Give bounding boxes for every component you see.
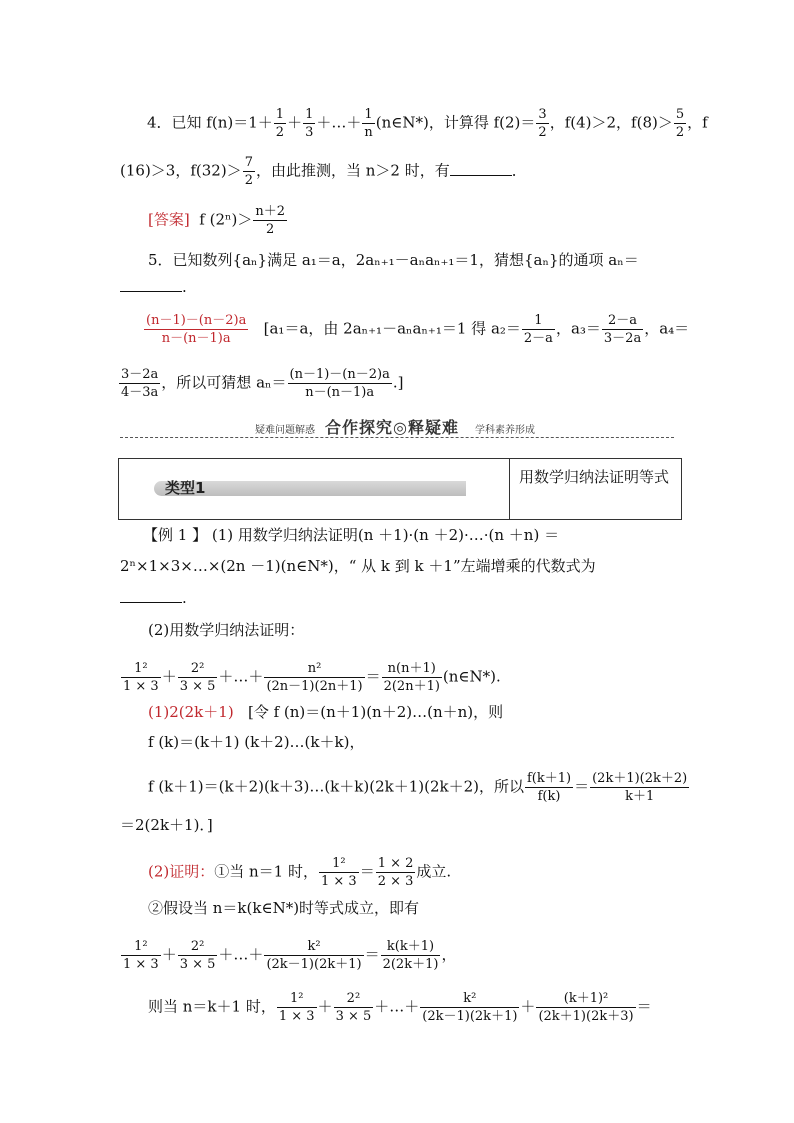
answer-blank [120, 277, 182, 292]
text: 2ⁿ×1×3×…×(2n －1)(n∈N*)，“ 从 k 到 k ＋1”左端增乘的代数式为 [120, 557, 596, 575]
text: f (k＋1)＝(k＋2)(k＋3)…(k＋k)(2k＋1)(2k＋2)，所以 [148, 777, 524, 796]
numerator: k(k＋1) [381, 938, 441, 956]
ex1-last-line [148, 990, 652, 1025]
fraction [376, 855, 416, 890]
text: ＋ [317, 997, 333, 1016]
numerator: (k＋1)² [536, 990, 635, 1008]
q5-blank-line: . [120, 277, 187, 297]
text: ＝2(2k＋1)．] [120, 816, 213, 834]
text: (n∈N*)，计算得 f(2)＝ [375, 113, 536, 132]
denominator: 2(2k＋1) [382, 957, 439, 972]
banner-rule [120, 437, 674, 440]
type-box [118, 458, 682, 520]
denominator: n [364, 125, 373, 140]
fraction [119, 366, 160, 401]
text: [令 f (n)＝(n＋1)(n＋2)…(n＋n)，则 [247, 703, 504, 721]
text: f (2ⁿ)＞ [199, 210, 253, 229]
ex1-sol2: (2)证明：①当 n＝1 时， $\frac{\text{1²}}{1 \times 3}$ ＝ $\frac{1 \times 2}{2 \times 3}$ 成立. [148, 856, 452, 889]
q5-line1 [148, 250, 639, 270]
numerator: 7 [244, 155, 253, 170]
denominator: 2(2n＋1) [383, 679, 440, 694]
fraction [274, 106, 286, 141]
numerator: 2² [178, 660, 218, 678]
fraction [362, 106, 374, 141]
text: ，所以可猜想 aₙ＝ [161, 373, 287, 392]
numerator: n² [264, 660, 364, 678]
numerator: 1² [319, 855, 359, 873]
fraction [590, 770, 689, 805]
fraction [382, 660, 442, 695]
denominator: 2 [275, 125, 285, 140]
type-box-left [119, 459, 510, 519]
text: 4．已知 f(n)＝1＋ [147, 113, 273, 132]
text: ，f(4)＞2，f(8)＞ [549, 113, 673, 132]
numerator: k² [420, 990, 519, 1008]
text: ， [441, 945, 457, 964]
denominator: (2k－1)(2k＋1) [422, 1009, 518, 1024]
text: ＋ [520, 997, 536, 1016]
fraction [303, 106, 315, 141]
fraction [674, 106, 686, 141]
text: ，a₃＝ [555, 319, 601, 338]
fraction [334, 990, 374, 1025]
denominator: 2 [266, 222, 275, 237]
denominator: 3 [305, 125, 314, 140]
numerator: n＋2 [255, 204, 285, 219]
numerator: 2² [334, 990, 374, 1008]
denominator: 1 × 3 [321, 874, 357, 889]
ex1-sol1 [148, 702, 503, 722]
answer-blank [450, 161, 512, 176]
fraction [243, 154, 255, 189]
numerator: (2k＋1)(2k＋2) [592, 771, 688, 786]
numerator: 1 [305, 107, 314, 122]
numerator: 1 [275, 107, 285, 122]
denominator: 3－2a [603, 331, 642, 346]
denominator: 2－a [523, 331, 553, 346]
fraction [522, 312, 555, 347]
text: ＋…＋ [218, 667, 264, 686]
numerator: 3－2a [121, 367, 159, 382]
q5-expl1 [143, 312, 689, 347]
ex1-sol1-b [148, 732, 364, 752]
denominator: 3 × 5 [335, 1009, 372, 1024]
denominator: 3 × 5 [179, 957, 216, 972]
text: ＋…＋ [218, 945, 264, 964]
text: ②假设当 n＝k(k∈N*)时等式成立，即有 [148, 899, 420, 917]
numerator: 1² [121, 938, 161, 956]
numerator: (n－1)－(n－2)a [146, 313, 247, 328]
ex1-hypothesis [120, 938, 456, 973]
text: f (k)＝(k＋1) (k＋2)…(k＋k)， [148, 733, 365, 751]
fraction [121, 660, 161, 695]
ex1-line2 [120, 556, 596, 576]
fraction [264, 938, 363, 973]
ex1-line1 [143, 525, 559, 545]
denominator: 3 × 5 [179, 679, 216, 694]
text: 成立. [416, 862, 452, 881]
text: (2)用数学归纳法证明： [148, 621, 305, 639]
numerator: 3 [538, 107, 547, 122]
text: ＋ [161, 667, 177, 686]
denominator: 4－3a [121, 385, 159, 400]
fraction [536, 106, 548, 141]
numerator: 2－a [602, 312, 643, 330]
denominator: (2n－1)(2n＋1) [266, 679, 363, 694]
fraction [264, 660, 364, 695]
denominator: n－(n－1)a [305, 385, 375, 400]
fraction [253, 203, 287, 238]
answer-tag: [答案] [148, 210, 190, 229]
banner-left-text: 疑难问题解惑 [255, 425, 315, 436]
banner-right-text: 学科素养形成 [475, 425, 535, 436]
denominator: n－(n－1)a [161, 331, 231, 346]
numerator: (n－1)－(n－2)a [289, 367, 390, 382]
numerator: k² [264, 938, 363, 956]
numerator: 1² [121, 660, 161, 678]
text: ． [511, 161, 527, 180]
denominator: 1 × 3 [123, 957, 159, 972]
denominator: 1 × 3 [278, 1009, 315, 1024]
fraction [178, 938, 218, 973]
q4-line1 [147, 106, 708, 141]
text: ＝ [636, 997, 652, 1016]
text: ＝ [364, 945, 380, 964]
text: 则当 n＝k＋1 时， [148, 997, 276, 1016]
text: ＋ [287, 113, 303, 132]
text: ＋…＋ [316, 113, 362, 132]
fraction [277, 990, 317, 1025]
q4-answer [148, 203, 288, 238]
ex1-sol2-c [148, 898, 419, 918]
type-title: 用数学归纳法证明等式 [519, 468, 670, 486]
denominator: (2k－1)(2k＋1) [266, 957, 362, 972]
answer-blank [120, 588, 182, 603]
fraction [121, 938, 161, 973]
numerator: 5 [675, 107, 685, 122]
q5-expl2 [118, 366, 403, 401]
numerator: 2² [178, 938, 218, 956]
denominator: 2 [244, 173, 253, 188]
ex1-part2 [148, 620, 304, 640]
numerator: 1² [277, 990, 317, 1008]
numerator: 1 × 2 [377, 856, 414, 871]
ex1-sol1-c: f (k＋1)＝(k＋2)(k＋3)…(k＋k)(2k＋1)(2k＋2)，所以 $\frac{f(k+1)}{f(k)}$ ＝ $\frac{(2k+1)(2k+2)}{k+1}$ [148, 771, 688, 804]
text: ＋…＋ [374, 997, 420, 1016]
text: (16)＞3，f(32)＞ [120, 161, 242, 180]
text: ①当 n＝1 时， [214, 862, 318, 881]
type-tag: 类型1 [165, 479, 206, 497]
numerator: 1 [522, 312, 555, 330]
banner-title: 合作探究◎释疑难 [325, 418, 459, 437]
answer-text: (1)2(2k＋1) [148, 703, 234, 721]
denominator: (2k＋1)(2k＋3) [538, 1009, 634, 1024]
fraction [525, 770, 573, 805]
q4-line2 [120, 154, 527, 189]
text: (n∈N*). [442, 667, 501, 686]
text: ，a₄＝ [644, 319, 690, 338]
denominator: k＋1 [625, 789, 655, 804]
answer-fraction [144, 312, 248, 347]
section-banner [120, 413, 674, 439]
text: 【例 1 】 (1) 用数学归纳法证明(n ＋1)·(n ＋2)·…·(n ＋n) ＝ [143, 526, 560, 544]
numerator: f(k＋1) [526, 771, 572, 786]
denominator: 2 [538, 125, 547, 140]
text: . [182, 589, 187, 607]
fraction [178, 660, 218, 695]
fraction [602, 312, 643, 347]
ex1-sol1-d [120, 815, 213, 835]
denominator: f(k) [537, 789, 561, 804]
text: .] [392, 373, 404, 392]
fraction [288, 366, 392, 401]
denominator: 2 × 3 [377, 874, 414, 889]
text: ＋ [161, 945, 177, 964]
text: ，由此推测，当 n＞2 时，有 [255, 161, 450, 180]
text: ＝ [365, 667, 381, 686]
ex1-equation [120, 660, 501, 695]
text: 5．已知数列{aₙ}满足 a₁＝a，2aₙ₊₁－aₙaₙ₊₁＝1，猜想{aₙ}的通项 aₙ＝ [148, 251, 639, 269]
denominator: 1 × 3 [123, 679, 159, 694]
fraction [536, 990, 635, 1025]
text: ，f [687, 113, 708, 132]
numerator: n(n＋1) [382, 660, 442, 678]
ex1-line3 [120, 588, 187, 608]
proof-tag: (2)证明： [148, 862, 215, 881]
fraction [381, 938, 441, 973]
fraction [319, 855, 359, 890]
denominator: 2 [675, 125, 685, 140]
numerator: 1 [362, 106, 374, 124]
fraction [420, 990, 519, 1025]
text: [a₁＝a，由 2aₙ₊₁－aₙaₙ₊₁＝1 得 a₂＝ [263, 319, 521, 338]
